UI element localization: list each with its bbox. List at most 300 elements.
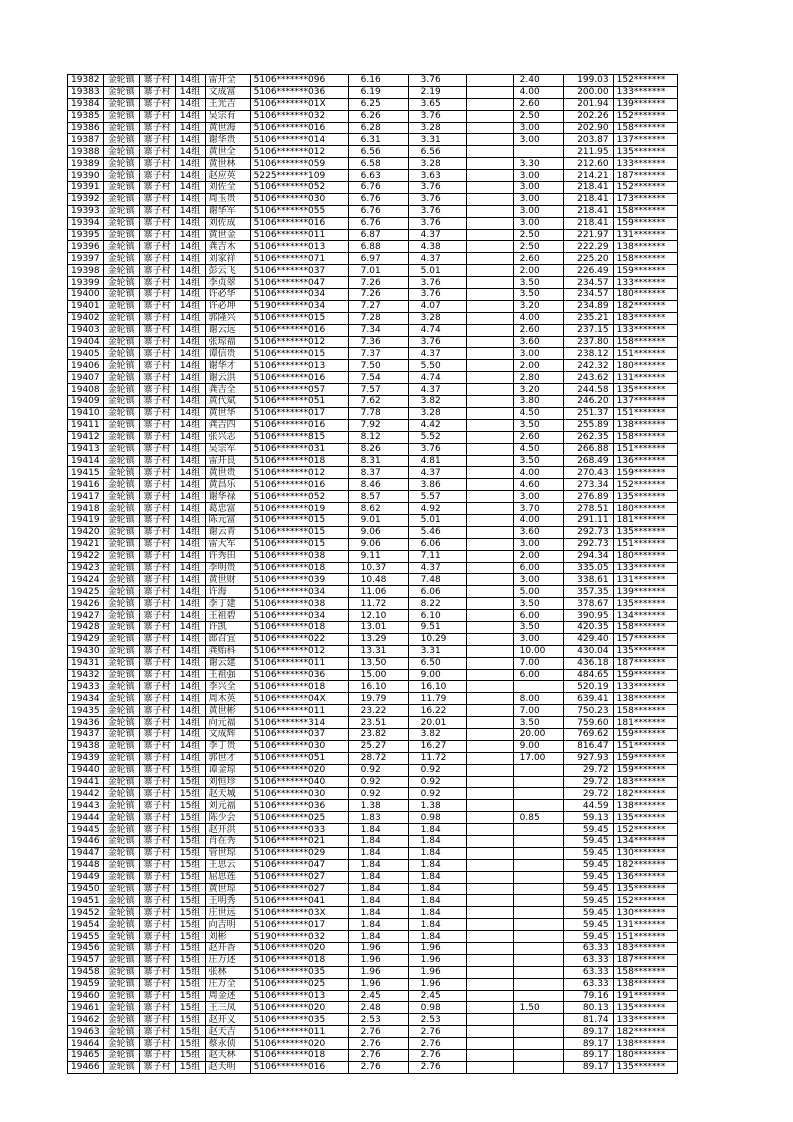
table-row (68, 610, 678, 622)
cell-group: 14组 (175, 98, 205, 110)
cell-value-c (513, 919, 563, 931)
cell-value-a: 1.84 (408, 883, 466, 895)
cell-group: 15组 (175, 871, 205, 883)
cell-id-number: 5106*******031 (250, 443, 348, 455)
cell-value-b (466, 562, 513, 574)
cell-value-b (466, 312, 513, 324)
cell-town: 金轮镇 (103, 621, 139, 633)
cell-value-b (466, 348, 513, 360)
cell-row-number: 19384 (68, 98, 104, 110)
cell-id-number: 5106*******015 (250, 526, 348, 538)
table-row (68, 919, 678, 931)
cell-id-number: 5106*******071 (250, 253, 348, 265)
cell-value-b (466, 514, 513, 526)
cell-town: 金轮镇 (103, 824, 139, 836)
cell-value-c: 3.00 (513, 348, 563, 360)
cell-village: 寨子村 (139, 372, 175, 384)
cell-row-number: 19389 (68, 158, 104, 170)
table-row (68, 907, 678, 919)
cell-value-c: 3.50 (513, 598, 563, 610)
cell-value-b (466, 538, 513, 550)
cell-value-b (466, 193, 513, 205)
table-row (68, 966, 678, 978)
cell-row-number: 19444 (68, 812, 104, 824)
cell-value-c (513, 1061, 563, 1073)
cell-value-a: 1.96 (408, 954, 466, 966)
cell-total: 7.78 (348, 407, 408, 419)
cell-value-a: 4.37 (408, 348, 466, 360)
cell-value-c (513, 764, 563, 776)
cell-village: 寨子村 (139, 491, 175, 503)
cell-name: 黄世全 (205, 146, 250, 158)
cell-phone: 135******* (613, 1061, 677, 1073)
cell-name: 王明秀 (205, 895, 250, 907)
cell-total: 6.76 (348, 217, 408, 229)
cell-name: 谢云建 (205, 657, 250, 669)
cell-value-b (466, 300, 513, 312)
cell-id-number: 5106*******047 (250, 859, 348, 871)
cell-town: 金轮镇 (103, 610, 139, 622)
cell-name: 谢云远 (205, 324, 250, 336)
cell-amount: 268.49 (563, 455, 613, 467)
cell-group: 14组 (175, 538, 205, 550)
cell-value-b (466, 669, 513, 681)
cell-value-a: 3.76 (408, 75, 466, 87)
cell-phone: 158******* (613, 253, 677, 265)
cell-row-number: 19423 (68, 562, 104, 574)
cell-town: 金轮镇 (103, 205, 139, 217)
table-row (68, 75, 678, 87)
cell-amount: 270.43 (563, 467, 613, 479)
cell-amount: 63.33 (563, 966, 613, 978)
cell-town: 金轮镇 (103, 764, 139, 776)
cell-total: 7.57 (348, 384, 408, 396)
cell-row-number: 19454 (68, 919, 104, 931)
cell-value-b (466, 895, 513, 907)
cell-value-a: 2.45 (408, 990, 466, 1002)
cell-row-number: 19433 (68, 681, 104, 693)
cell-value-b (466, 586, 513, 598)
cell-row-number: 19415 (68, 467, 104, 479)
cell-village: 寨子村 (139, 574, 175, 586)
cell-value-a: 1.84 (408, 836, 466, 848)
cell-amount: 212.60 (563, 158, 613, 170)
cell-village: 寨子村 (139, 348, 175, 360)
cell-id-number: 5106*******016 (250, 122, 348, 134)
cell-name: 王光吉 (205, 98, 250, 110)
cell-id-number: 5106*******04X (250, 693, 348, 705)
cell-total: 1.84 (348, 859, 408, 871)
cell-value-a: 4.07 (408, 300, 466, 312)
cell-id-number: 5106*******018 (250, 562, 348, 574)
table-row (68, 348, 678, 360)
cell-total: 7.26 (348, 289, 408, 301)
cell-id-number: 5106*******012 (250, 467, 348, 479)
cell-value-a: 4.37 (408, 562, 466, 574)
cell-row-number: 19451 (68, 895, 104, 907)
cell-value-a: 6.50 (408, 657, 466, 669)
cell-village: 寨子村 (139, 443, 175, 455)
table-row (68, 538, 678, 550)
cell-phone: 187******* (613, 170, 677, 182)
cell-value-a: 5.01 (408, 514, 466, 526)
cell-row-number: 19396 (68, 241, 104, 253)
cell-value-a: 3.76 (408, 193, 466, 205)
cell-village: 寨子村 (139, 419, 175, 431)
cell-village: 寨子村 (139, 943, 175, 955)
cell-group: 14组 (175, 253, 205, 265)
cell-id-number: 5106*******016 (250, 419, 348, 431)
cell-town: 金轮镇 (103, 312, 139, 324)
cell-group: 15组 (175, 836, 205, 848)
cell-row-number: 19400 (68, 289, 104, 301)
table-row (68, 740, 678, 752)
cell-group: 14组 (175, 312, 205, 324)
cell-group: 14组 (175, 503, 205, 515)
table-row (68, 1038, 678, 1050)
cell-name: 赵天城 (205, 788, 250, 800)
cell-value-a: 16.10 (408, 681, 466, 693)
cell-total: 19.79 (348, 693, 408, 705)
cell-value-c: 3.20 (513, 300, 563, 312)
cell-total: 1.96 (348, 966, 408, 978)
cell-group: 14组 (175, 384, 205, 396)
table-row (68, 824, 678, 836)
cell-group: 14组 (175, 110, 205, 122)
cell-value-a: 1.84 (408, 847, 466, 859)
cell-value-a: 16.22 (408, 705, 466, 717)
cell-row-number: 19405 (68, 348, 104, 360)
cell-value-b (466, 336, 513, 348)
cell-value-c: 3.00 (513, 217, 563, 229)
cell-village: 寨子村 (139, 1038, 175, 1050)
cell-value-a: 8.22 (408, 598, 466, 610)
cell-row-number: 19416 (68, 479, 104, 491)
cell-village: 寨子村 (139, 847, 175, 859)
cell-phone: 152******* (613, 824, 677, 836)
cell-name: 王三凤 (205, 1002, 250, 1014)
cell-group: 15组 (175, 824, 205, 836)
cell-id-number: 5106*******015 (250, 312, 348, 324)
cell-phone: 159******* (613, 217, 677, 229)
cell-village: 寨子村 (139, 598, 175, 610)
table-row (68, 859, 678, 871)
cell-value-c (513, 943, 563, 955)
cell-name: 陈少会 (205, 812, 250, 824)
cell-amount: 218.41 (563, 182, 613, 194)
cell-value-b (466, 110, 513, 122)
cell-id-number: 5106*******016 (250, 1061, 348, 1073)
cell-amount: 234.89 (563, 300, 613, 312)
cell-total: 8.46 (348, 479, 408, 491)
cell-village: 寨子村 (139, 883, 175, 895)
cell-village: 寨子村 (139, 954, 175, 966)
cell-value-a: 3.76 (408, 443, 466, 455)
table-row (68, 586, 678, 598)
cell-name: 雷大军 (205, 538, 250, 550)
cell-total: 15.00 (348, 669, 408, 681)
cell-phone: 158******* (613, 966, 677, 978)
cell-amount: 218.41 (563, 205, 613, 217)
cell-value-b (466, 134, 513, 146)
cell-total: 16.10 (348, 681, 408, 693)
cell-name: 屈思莲 (205, 871, 250, 883)
cell-name: 黄世林 (205, 158, 250, 170)
cell-id-number: 5106*******030 (250, 788, 348, 800)
cell-phone: 133******* (613, 277, 677, 289)
cell-id-number: 5106*******019 (250, 503, 348, 515)
cell-amount: 429.40 (563, 633, 613, 645)
cell-total: 9.01 (348, 514, 408, 526)
cell-town: 金轮镇 (103, 360, 139, 372)
cell-amount: 759.60 (563, 717, 613, 729)
cell-value-a: 3.76 (408, 336, 466, 348)
cell-value-c: 3.30 (513, 158, 563, 170)
cell-row-number: 19388 (68, 146, 104, 158)
cell-value-c: 7.00 (513, 705, 563, 717)
cell-name: 向元福 (205, 717, 250, 729)
cell-id-number: 5106*******021 (250, 836, 348, 848)
cell-name: 郭隆兴 (205, 312, 250, 324)
cell-village: 寨子村 (139, 324, 175, 336)
cell-value-c: 2.50 (513, 229, 563, 241)
cell-total: 10.48 (348, 574, 408, 586)
cell-id-number: 5106*******025 (250, 812, 348, 824)
cell-total: 2.76 (348, 1038, 408, 1050)
cell-phone: 152******* (613, 479, 677, 491)
cell-amount: 292.73 (563, 538, 613, 550)
cell-amount: 357.35 (563, 586, 613, 598)
cell-group: 15组 (175, 812, 205, 824)
cell-id-number: 5106*******022 (250, 633, 348, 645)
cell-village: 寨子村 (139, 241, 175, 253)
table-row (68, 229, 678, 241)
cell-row-number: 19449 (68, 871, 104, 883)
cell-row-number: 19434 (68, 693, 104, 705)
cell-value-a: 3.28 (408, 407, 466, 419)
cell-value-c: 7.00 (513, 657, 563, 669)
table-row (68, 360, 678, 372)
cell-phone: 138******* (613, 1038, 677, 1050)
cell-town: 金轮镇 (103, 514, 139, 526)
cell-value-c (513, 681, 563, 693)
cell-id-number: 5106*******052 (250, 491, 348, 503)
cell-id-number: 5106*******011 (250, 229, 348, 241)
table-row (68, 1026, 678, 1038)
cell-row-number: 19431 (68, 657, 104, 669)
cell-value-b (466, 241, 513, 253)
cell-town: 金轮镇 (103, 443, 139, 455)
cell-value-a: 4.42 (408, 419, 466, 431)
table-row (68, 1050, 678, 1062)
cell-id-number: 5106*******030 (250, 193, 348, 205)
cell-total: 6.26 (348, 110, 408, 122)
cell-phone: 183******* (613, 776, 677, 788)
cell-phone: 183******* (613, 312, 677, 324)
cell-amount: 89.17 (563, 1050, 613, 1062)
cell-value-c: 3.50 (513, 621, 563, 633)
cell-name: 李贞翠 (205, 277, 250, 289)
cell-value-b (466, 978, 513, 990)
cell-phone: 138******* (613, 241, 677, 253)
cell-group: 15组 (175, 966, 205, 978)
table-row (68, 205, 678, 217)
cell-total: 6.58 (348, 158, 408, 170)
cell-value-b (466, 146, 513, 158)
cell-group: 15组 (175, 788, 205, 800)
cell-total: 1.38 (348, 800, 408, 812)
cell-town: 金轮镇 (103, 847, 139, 859)
cell-town: 金轮镇 (103, 86, 139, 98)
cell-group: 14组 (175, 407, 205, 419)
cell-value-b (466, 467, 513, 479)
cell-name: 谢华才 (205, 360, 250, 372)
cell-town: 金轮镇 (103, 229, 139, 241)
cell-id-number: 5106*******036 (250, 669, 348, 681)
cell-group: 15组 (175, 931, 205, 943)
cell-row-number: 19417 (68, 491, 104, 503)
cell-village: 寨子村 (139, 990, 175, 1002)
cell-village: 寨子村 (139, 205, 175, 217)
cell-amount: 262.35 (563, 431, 613, 443)
cell-id-number: 5106*******059 (250, 158, 348, 170)
cell-village: 寨子村 (139, 289, 175, 301)
cell-total: 6.63 (348, 170, 408, 182)
cell-value-c: 3.50 (513, 455, 563, 467)
cell-phone: 135******* (613, 491, 677, 503)
cell-name: 黄世贵 (205, 467, 250, 479)
cell-value-b (466, 229, 513, 241)
cell-town: 金轮镇 (103, 98, 139, 110)
cell-amount: 203.87 (563, 134, 613, 146)
cell-group: 15组 (175, 919, 205, 931)
cell-group: 14组 (175, 134, 205, 146)
table-row (68, 621, 678, 633)
cell-amount: 202.26 (563, 110, 613, 122)
cell-phone: 158******* (613, 705, 677, 717)
cell-row-number: 19422 (68, 550, 104, 562)
cell-row-number: 19435 (68, 705, 104, 717)
cell-town: 金轮镇 (103, 990, 139, 1002)
cell-name: 赵天明 (205, 1061, 250, 1073)
cell-row-number: 19418 (68, 503, 104, 515)
cell-town: 金轮镇 (103, 217, 139, 229)
cell-village: 寨子村 (139, 966, 175, 978)
cell-value-b (466, 360, 513, 372)
cell-value-a: 6.10 (408, 610, 466, 622)
cell-phone: 133******* (613, 562, 677, 574)
cell-name: 文成辉 (205, 728, 250, 740)
cell-value-a: 3.65 (408, 98, 466, 110)
cell-town: 金轮镇 (103, 1038, 139, 1050)
cell-row-number: 19419 (68, 514, 104, 526)
cell-id-number: 5106*******025 (250, 978, 348, 990)
cell-value-a: 0.98 (408, 812, 466, 824)
cell-amount: 238.12 (563, 348, 613, 360)
cell-total: 1.83 (348, 812, 408, 824)
cell-town: 金轮镇 (103, 241, 139, 253)
cell-value-c: 10.00 (513, 645, 563, 657)
cell-phone: 133******* (613, 324, 677, 336)
cell-value-b (466, 396, 513, 408)
cell-phone: 158******* (613, 122, 677, 134)
cell-amount: 430.04 (563, 645, 613, 657)
cell-group: 15组 (175, 847, 205, 859)
cell-amount: 338.61 (563, 574, 613, 586)
cell-value-b (466, 871, 513, 883)
cell-phone: 187******* (613, 657, 677, 669)
cell-value-c: 4.50 (513, 443, 563, 455)
cell-value-c: 6.00 (513, 562, 563, 574)
cell-value-a: 5.50 (408, 360, 466, 372)
cell-id-number: 5106*******015 (250, 514, 348, 526)
cell-town: 金轮镇 (103, 693, 139, 705)
cell-amount: 200.00 (563, 86, 613, 98)
cell-value-b (466, 574, 513, 586)
cell-total: 25.27 (348, 740, 408, 752)
cell-value-c: 3.00 (513, 193, 563, 205)
cell-row-number: 19445 (68, 824, 104, 836)
cell-name: 赵开义 (205, 1014, 250, 1026)
cell-value-c: 2.40 (513, 75, 563, 87)
cell-row-number: 19446 (68, 836, 104, 848)
cell-row-number: 19460 (68, 990, 104, 1002)
cell-row-number: 19393 (68, 205, 104, 217)
cell-amount: 750.23 (563, 705, 613, 717)
cell-value-a: 2.76 (408, 1061, 466, 1073)
cell-phone: 158******* (613, 621, 677, 633)
table-row (68, 372, 678, 384)
cell-group: 15组 (175, 1061, 205, 1073)
cell-town: 金轮镇 (103, 598, 139, 610)
cell-value-a: 2.76 (408, 1026, 466, 1038)
cell-value-c: 4.00 (513, 86, 563, 98)
cell-value-a: 0.98 (408, 1002, 466, 1014)
cell-town: 金轮镇 (103, 182, 139, 194)
table-row (68, 574, 678, 586)
cell-name: 龚吉四 (205, 419, 250, 431)
cell-amount: 292.73 (563, 526, 613, 538)
cell-value-b (466, 98, 513, 110)
cell-value-c: 3.80 (513, 396, 563, 408)
cell-town: 金轮镇 (103, 289, 139, 301)
table-row (68, 431, 678, 443)
cell-phone: 152******* (613, 182, 677, 194)
table-row (68, 253, 678, 265)
cell-name: 谢云洪 (205, 372, 250, 384)
cell-id-number: 5106*******011 (250, 1026, 348, 1038)
cell-id-number: 5106*******03X (250, 907, 348, 919)
cell-phone: 138******* (613, 419, 677, 431)
cell-total: 8.57 (348, 491, 408, 503)
cell-amount: 294.34 (563, 550, 613, 562)
cell-value-b (466, 1050, 513, 1062)
cell-value-a: 6.56 (408, 146, 466, 158)
cell-group: 14组 (175, 300, 205, 312)
cell-value-c (513, 990, 563, 1002)
cell-id-number: 5190*******034 (250, 300, 348, 312)
table-row (68, 300, 678, 312)
cell-town: 金轮镇 (103, 776, 139, 788)
cell-amount: 335.05 (563, 562, 613, 574)
cell-row-number: 19464 (68, 1038, 104, 1050)
cell-id-number: 5106*******012 (250, 645, 348, 657)
cell-value-c: 3.00 (513, 205, 563, 217)
cell-phone: 135******* (613, 645, 677, 657)
cell-value-c (513, 847, 563, 859)
cell-amount: 484.65 (563, 669, 613, 681)
cell-town: 金轮镇 (103, 717, 139, 729)
